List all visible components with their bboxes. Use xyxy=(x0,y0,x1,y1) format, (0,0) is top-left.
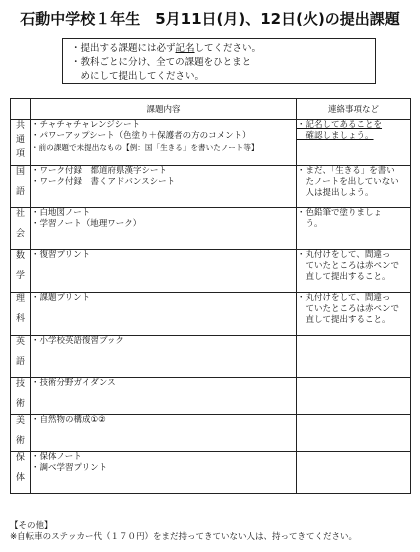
subject-cell xyxy=(11,336,31,378)
table-row xyxy=(11,452,411,494)
content-item: ・白地図ノート xyxy=(31,208,91,218)
subject-char: 学 xyxy=(15,271,25,281)
notes-cell xyxy=(297,378,411,415)
notes-cell xyxy=(297,166,411,208)
note-line: う。 xyxy=(297,219,323,229)
content-cell xyxy=(31,378,297,415)
content-cell xyxy=(31,120,297,166)
note-line: たノートを出していない xyxy=(297,177,399,187)
notice-text: ・提出する課題には必ず xyxy=(71,43,176,54)
subject-cell xyxy=(11,166,31,208)
content-item: ・学習ノート（地理ワーク） xyxy=(31,219,142,229)
subject-char: 語 xyxy=(15,187,25,197)
table-row xyxy=(11,293,411,336)
subject-char: 理 xyxy=(15,294,25,304)
content-cell xyxy=(31,166,297,208)
table-row xyxy=(11,208,411,250)
content-cell xyxy=(31,415,297,452)
note-line: ・丸付けをして、間違っ xyxy=(297,250,391,260)
subject-char: 国 xyxy=(15,167,25,177)
content-item: ・ワーク付録 書くアドバンスシート xyxy=(31,177,176,187)
notes-cell xyxy=(297,336,411,378)
page-title: 石動中学校１年生 5月11日(月)、12日(火)の提出課題 xyxy=(20,10,400,28)
subject-cell xyxy=(11,378,31,415)
content-item: ・復習プリント xyxy=(31,250,91,260)
content-item: ・小学校英語復習ブック xyxy=(31,336,124,346)
subject-char: 技 xyxy=(15,379,25,389)
notes-cell xyxy=(297,452,411,494)
content-cell xyxy=(31,250,297,293)
content-item: ・技術分野ガイダンス xyxy=(31,378,116,388)
content-cell xyxy=(31,293,297,336)
content-item: ・チャチャチャレンジシート xyxy=(31,120,141,130)
note-line: 人は提出しよう。 xyxy=(297,188,374,198)
table-row xyxy=(11,378,411,415)
subject-cell xyxy=(11,208,31,250)
note-line: 直して提出すること。 xyxy=(297,315,391,325)
subject-char: 語 xyxy=(15,357,25,367)
footer xyxy=(10,521,357,543)
subject-char: 数 xyxy=(15,251,25,261)
content-item: ・課題プリント xyxy=(31,293,91,303)
subject-cell xyxy=(11,293,31,336)
content-item: ・ワーク付録 都道府県漢字シート xyxy=(31,166,168,176)
notes-cell xyxy=(297,415,411,452)
content-item: ・保体ノート xyxy=(31,452,82,462)
assignment-table xyxy=(10,98,411,494)
subject-char: 社 xyxy=(15,209,25,219)
content-item: ・パワーアップシート（色塗り＋保護者の方のコメント） xyxy=(31,131,251,141)
notes-cell xyxy=(297,293,411,336)
notes-header: 連絡事項など xyxy=(297,99,411,120)
content-cell xyxy=(31,208,297,250)
notice-line-1 xyxy=(71,42,367,56)
note-line: ていたところは赤ペンで xyxy=(297,304,400,314)
table-row xyxy=(11,120,411,166)
table-row xyxy=(11,250,411,293)
notice-line-3: めにして提出してください。 xyxy=(71,71,205,82)
subject-char: 会 xyxy=(15,229,25,239)
notice-emphasis: 記名 xyxy=(175,43,195,54)
note-line: ・記名してあることを xyxy=(297,120,383,130)
footer-text: ※自転車のステッカー代（１７０円）をまだ持ってきていない人は、持ってきてください。 xyxy=(10,532,357,542)
subject-char: 通 xyxy=(15,135,25,145)
note-line: ・色鉛筆で塗りましょ xyxy=(297,208,383,218)
content-item: ・調べ学習プリント xyxy=(31,463,108,473)
notes-cell xyxy=(297,208,411,250)
subject-char: 体 xyxy=(15,473,25,483)
subject-char: 共 xyxy=(15,121,25,131)
notice-box xyxy=(62,38,376,84)
table-header-row xyxy=(11,99,411,120)
note-line: ・まだ、「生きる」を書い xyxy=(297,166,395,176)
content-item: ・前の課題で未提出なもの【例：国「生きる」を書いたノート等】 xyxy=(31,143,259,152)
notes-cell xyxy=(297,250,411,293)
note-line: ・丸付けをして、間違っ xyxy=(297,293,391,303)
content-item: ・自然物の構成①② xyxy=(31,415,106,425)
note-line: 直して提出すること。 xyxy=(297,272,391,282)
note-line: 確認しましょう。 xyxy=(297,131,374,141)
content-header: 課題内容 xyxy=(31,99,297,120)
content-cell xyxy=(31,336,297,378)
subject-cell xyxy=(11,415,31,452)
footer-heading: 【その他】 xyxy=(10,521,53,531)
table-row xyxy=(11,166,411,208)
subject-cell xyxy=(11,452,31,494)
subject-char: 美 xyxy=(15,416,25,426)
subject-char: 英 xyxy=(15,337,25,347)
content-cell xyxy=(31,452,297,494)
note-line: ていたところは赤ペンで xyxy=(297,261,400,271)
table-row xyxy=(11,415,411,452)
subject-char: 科 xyxy=(15,314,25,324)
subject-char: 術 xyxy=(15,399,25,409)
subject-char: 項 xyxy=(15,149,25,159)
notice-line-2: ・教科ごとに分け、全ての課題をひとまと xyxy=(71,57,252,68)
subject-char: 術 xyxy=(15,436,25,446)
subject-cell xyxy=(11,120,31,166)
subject-cell xyxy=(11,250,31,293)
notes-cell xyxy=(297,120,411,166)
table-row xyxy=(11,336,411,378)
subject-char: 保 xyxy=(15,453,25,463)
notice-text: してください。 xyxy=(194,43,262,54)
subject-header xyxy=(11,99,31,120)
